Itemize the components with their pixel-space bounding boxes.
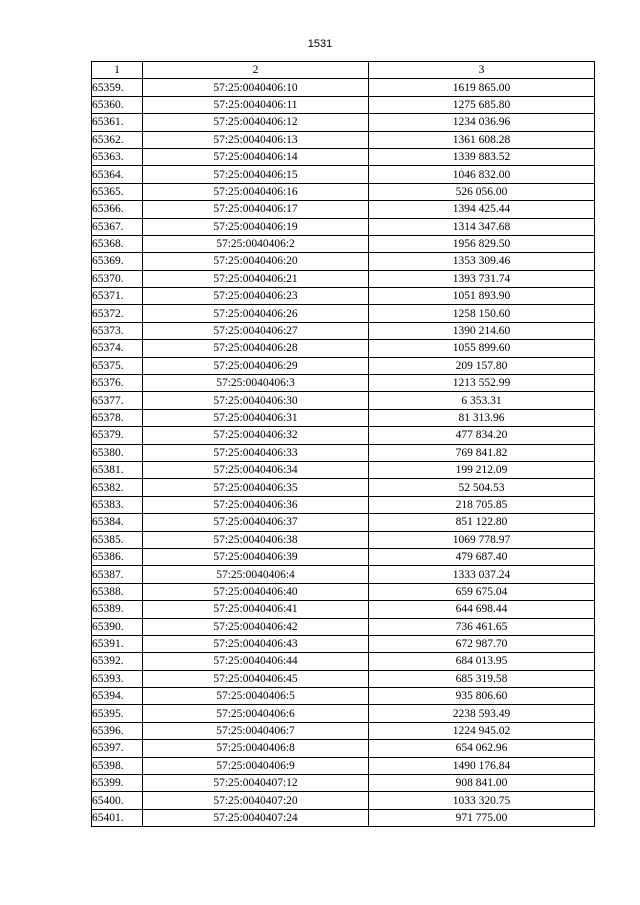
row-number-cell: 65391. <box>92 635 143 652</box>
cadastral-number-cell: 57:25:0040406:7 <box>143 722 369 739</box>
row-number-cell: 65359. <box>92 79 143 96</box>
value-cell: 1234 036.96 <box>369 114 595 131</box>
cadastral-number-cell: 57:25:0040406:20 <box>143 253 369 270</box>
row-number-cell: 65373. <box>92 322 143 339</box>
table-row <box>92 392 595 409</box>
cadastral-number-cell: 57:25:0040406:33 <box>143 444 369 461</box>
value-cell: 1275 685.80 <box>369 96 595 113</box>
column-header-cadastral-number: 2 <box>143 62 369 79</box>
value-cell: 1393 731.74 <box>369 270 595 287</box>
cadastral-number-cell: 57:25:0040406:26 <box>143 305 369 322</box>
cadastral-number-cell: 57:25:0040406:40 <box>143 583 369 600</box>
table-row <box>92 96 595 113</box>
value-cell: 1033 320.75 <box>369 792 595 809</box>
value-cell: 218 705.85 <box>369 496 595 513</box>
row-number-cell: 65388. <box>92 583 143 600</box>
row-number-cell: 65400. <box>92 792 143 809</box>
table-row <box>92 722 595 739</box>
cadastral-number-cell: 57:25:0040406:32 <box>143 427 369 444</box>
table-row <box>92 548 595 565</box>
row-number-cell: 65367. <box>92 218 143 235</box>
table-row <box>92 288 595 305</box>
table-row <box>92 322 595 339</box>
cadastral-number-cell: 57:25:0040407:12 <box>143 775 369 792</box>
row-number-cell: 65379. <box>92 427 143 444</box>
cadastral-number-cell: 57:25:0040406:35 <box>143 479 369 496</box>
cadastral-number-cell: 57:25:0040406:13 <box>143 131 369 148</box>
value-cell: 1956 829.50 <box>369 235 595 252</box>
value-cell: 736 461.65 <box>369 618 595 635</box>
cadastral-number-cell: 57:25:0040406:6 <box>143 705 369 722</box>
table-row <box>92 757 595 774</box>
column-header-value: 3 <box>369 62 595 79</box>
table-row <box>92 270 595 287</box>
cadastral-number-cell: 57:25:0040406:38 <box>143 531 369 548</box>
cadastral-number-cell: 57:25:0040406:8 <box>143 740 369 757</box>
value-cell: 1046 832.00 <box>369 166 595 183</box>
row-number-cell: 65368. <box>92 235 143 252</box>
cadastral-number-cell: 57:25:0040406:15 <box>143 166 369 183</box>
value-cell: 1619 865.00 <box>369 79 595 96</box>
cadastral-number-cell: 57:25:0040406:9 <box>143 757 369 774</box>
table-row <box>92 340 595 357</box>
table-row <box>92 305 595 322</box>
value-cell: 1055 899.60 <box>369 340 595 357</box>
value-cell: 1051 893.90 <box>369 288 595 305</box>
row-number-cell: 65362. <box>92 131 143 148</box>
cadastral-number-cell: 57:25:0040406:19 <box>143 218 369 235</box>
value-cell: 477 834.20 <box>369 427 595 444</box>
table-row <box>92 201 595 218</box>
table-row <box>92 601 595 618</box>
value-cell: 1069 778.97 <box>369 531 595 548</box>
table-body <box>92 79 595 827</box>
value-cell: 971 775.00 <box>369 809 595 826</box>
value-cell: 935 806.60 <box>369 688 595 705</box>
table-row <box>92 444 595 461</box>
value-cell: 685 319.58 <box>369 670 595 687</box>
row-number-cell: 65374. <box>92 340 143 357</box>
cadastral-number-cell: 57:25:0040406:34 <box>143 461 369 478</box>
table-row <box>92 635 595 652</box>
table-row <box>92 461 595 478</box>
table-row <box>92 183 595 200</box>
row-number-cell: 65395. <box>92 705 143 722</box>
value-cell: 52 504.53 <box>369 479 595 496</box>
table-header-row <box>92 62 595 79</box>
value-cell: 1339 883.52 <box>369 148 595 165</box>
table-row <box>92 618 595 635</box>
value-cell: 851 122.80 <box>369 514 595 531</box>
row-number-cell: 65384. <box>92 514 143 531</box>
cadastral-number-cell: 57:25:0040406:10 <box>143 79 369 96</box>
value-cell: 2238 593.49 <box>369 705 595 722</box>
cadastral-number-cell: 57:25:0040407:20 <box>143 792 369 809</box>
value-cell: 672 987.70 <box>369 635 595 652</box>
row-number-cell: 65371. <box>92 288 143 305</box>
column-header-number: 1 <box>92 62 143 79</box>
cadastral-number-cell: 57:25:0040406:30 <box>143 392 369 409</box>
value-cell: 1353 309.46 <box>369 253 595 270</box>
cadastral-number-cell: 57:25:0040406:36 <box>143 496 369 513</box>
row-number-cell: 65366. <box>92 201 143 218</box>
cadastral-number-cell: 57:25:0040406:44 <box>143 653 369 670</box>
table-row <box>92 357 595 374</box>
value-cell: 526 056.00 <box>369 183 595 200</box>
table-row <box>92 479 595 496</box>
row-number-cell: 65389. <box>92 601 143 618</box>
value-cell: 1258 150.60 <box>369 305 595 322</box>
value-cell: 1490 176.84 <box>369 757 595 774</box>
row-number-cell: 65376. <box>92 375 143 392</box>
value-cell: 1213 552.99 <box>369 375 595 392</box>
row-number-cell: 65383. <box>92 496 143 513</box>
cadastral-number-cell: 57:25:0040406:45 <box>143 670 369 687</box>
table-row <box>92 427 595 444</box>
value-cell: 684 013.95 <box>369 653 595 670</box>
cadastral-number-cell: 57:25:0040406:4 <box>143 566 369 583</box>
row-number-cell: 65363. <box>92 148 143 165</box>
row-number-cell: 65372. <box>92 305 143 322</box>
table-row <box>92 566 595 583</box>
row-number-cell: 65401. <box>92 809 143 826</box>
table-row <box>92 235 595 252</box>
row-number-cell: 65394. <box>92 688 143 705</box>
table-row <box>92 218 595 235</box>
table-row <box>92 653 595 670</box>
cadastral-number-cell: 57:25:0040406:12 <box>143 114 369 131</box>
cadastral-number-cell: 57:25:0040406:42 <box>143 618 369 635</box>
value-cell: 908 841.00 <box>369 775 595 792</box>
value-cell: 769 841.82 <box>369 444 595 461</box>
table-row <box>92 166 595 183</box>
value-cell: 209 157.80 <box>369 357 595 374</box>
cadastral-number-cell: 57:25:0040406:21 <box>143 270 369 287</box>
row-number-cell: 65361. <box>92 114 143 131</box>
table-row <box>92 496 595 513</box>
row-number-cell: 65369. <box>92 253 143 270</box>
cadastral-number-cell: 57:25:0040406:16 <box>143 183 369 200</box>
row-number-cell: 65393. <box>92 670 143 687</box>
page-number: 1531 <box>307 38 333 50</box>
cadastral-number-cell: 57:25:0040406:2 <box>143 235 369 252</box>
row-number-cell: 65386. <box>92 548 143 565</box>
row-number-cell: 65392. <box>92 653 143 670</box>
cadastral-number-cell: 57:25:0040406:23 <box>143 288 369 305</box>
row-number-cell: 65396. <box>92 722 143 739</box>
table-row <box>92 148 595 165</box>
value-cell: 199 212.09 <box>369 461 595 478</box>
cadastral-number-cell: 57:25:0040406:14 <box>143 148 369 165</box>
table-row <box>92 114 595 131</box>
table-row <box>92 688 595 705</box>
table-row <box>92 514 595 531</box>
value-cell: 654 062.96 <box>369 740 595 757</box>
row-number-cell: 65380. <box>92 444 143 461</box>
value-cell: 644 698.44 <box>369 601 595 618</box>
row-number-cell: 65370. <box>92 270 143 287</box>
cadastral-number-cell: 57:25:0040406:29 <box>143 357 369 374</box>
table-row <box>92 409 595 426</box>
cadastral-number-cell: 57:25:0040406:39 <box>143 548 369 565</box>
table-row <box>92 792 595 809</box>
table-row <box>92 809 595 826</box>
table-row <box>92 705 595 722</box>
row-number-cell: 65377. <box>92 392 143 409</box>
row-number-cell: 65390. <box>92 618 143 635</box>
row-number-cell: 65385. <box>92 531 143 548</box>
row-number-cell: 65365. <box>92 183 143 200</box>
row-number-cell: 65364. <box>92 166 143 183</box>
value-cell: 81 313.96 <box>369 409 595 426</box>
table-row <box>92 670 595 687</box>
value-cell: 479 687.40 <box>369 548 595 565</box>
row-number-cell: 65382. <box>92 479 143 496</box>
value-cell: 1333 037.24 <box>369 566 595 583</box>
cadastral-number-cell: 57:25:0040406:28 <box>143 340 369 357</box>
row-number-cell: 65387. <box>92 566 143 583</box>
cadastral-number-cell: 57:25:0040406:27 <box>143 322 369 339</box>
cadastral-number-cell: 57:25:0040406:5 <box>143 688 369 705</box>
value-cell: 1314 347.68 <box>369 218 595 235</box>
value-cell: 6 353.31 <box>369 392 595 409</box>
value-cell: 1394 425.44 <box>369 201 595 218</box>
table-row <box>92 253 595 270</box>
cadastral-number-cell: 57:25:0040406:11 <box>143 96 369 113</box>
value-cell: 1361 608.28 <box>369 131 595 148</box>
table-row <box>92 79 595 96</box>
cadastral-number-cell: 57:25:0040406:31 <box>143 409 369 426</box>
table-row <box>92 775 595 792</box>
table-row <box>92 375 595 392</box>
table-row <box>92 740 595 757</box>
cadastral-number-cell: 57:25:0040406:43 <box>143 635 369 652</box>
table-row <box>92 531 595 548</box>
cadastral-number-cell: 57:25:0040406:41 <box>143 601 369 618</box>
cadastral-number-cell: 57:25:0040406:3 <box>143 375 369 392</box>
row-number-cell: 65375. <box>92 357 143 374</box>
cadastral-number-cell: 57:25:0040407:24 <box>143 809 369 826</box>
table-row <box>92 131 595 148</box>
cadastral-number-cell: 57:25:0040406:37 <box>143 514 369 531</box>
row-number-cell: 65398. <box>92 757 143 774</box>
value-cell: 1390 214.60 <box>369 322 595 339</box>
row-number-cell: 65378. <box>92 409 143 426</box>
row-number-cell: 65360. <box>92 96 143 113</box>
table-row <box>92 583 595 600</box>
row-number-cell: 65381. <box>92 461 143 478</box>
row-number-cell: 65399. <box>92 775 143 792</box>
cadastral-value-table <box>91 61 595 827</box>
value-cell: 1224 945.02 <box>369 722 595 739</box>
cadastral-number-cell: 57:25:0040406:17 <box>143 201 369 218</box>
value-cell: 659 675.04 <box>369 583 595 600</box>
row-number-cell: 65397. <box>92 740 143 757</box>
